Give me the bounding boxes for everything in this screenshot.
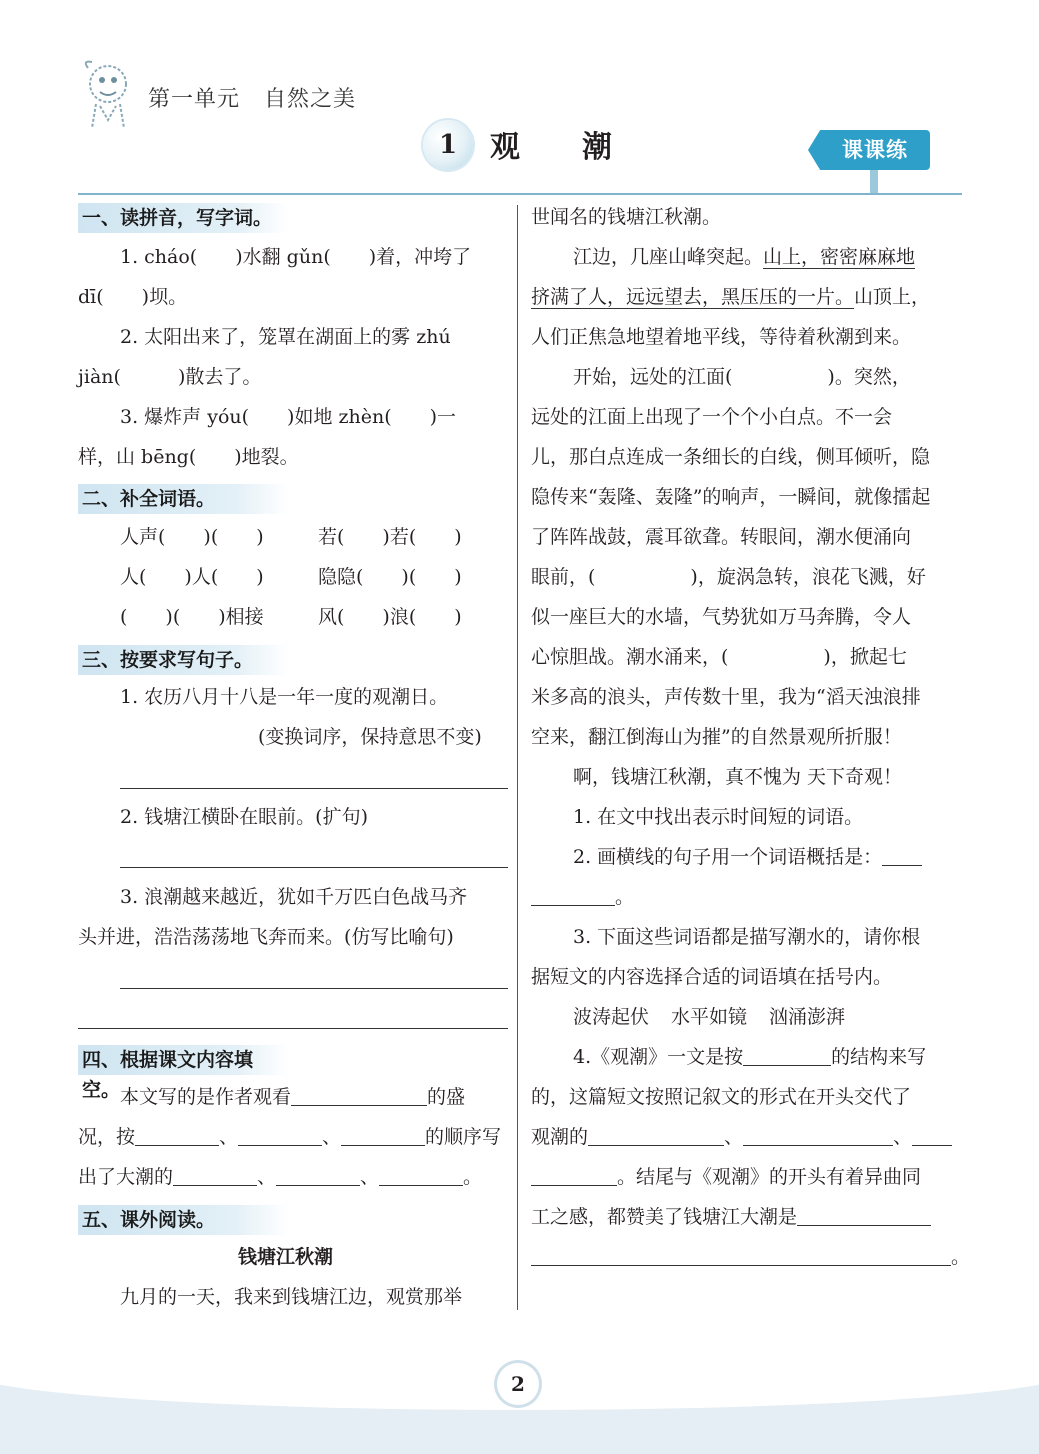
s4-blank-order-2[interactable] (238, 1123, 322, 1146)
s2-row2-a[interactable]: 人( )人( ) (120, 566, 264, 588)
s5-q2-text: 2. 画横线的句子用一个词语概括是： (573, 846, 883, 868)
s4-sep: 、 (257, 1166, 277, 1188)
article-p3-line5: 了阵阵战鼓，震耳欲聋。转眼间，潮水便涌向 (531, 526, 912, 548)
article-p2-text: 江边，几座山峰突起。 (573, 246, 764, 268)
s5-q4-blank-1[interactable] (588, 1123, 724, 1146)
s4-line2 (78, 1117, 501, 1157)
article-p2-line2 (531, 277, 930, 317)
s3-q1-requirement: (变换词序，保持意思不变) (258, 726, 482, 748)
article-title: 钱塘江秋潮 (238, 1246, 334, 1268)
article-p3-line3: 儿，那白点连成一条细长的白线，侧耳倾听，隐 (531, 446, 931, 468)
s5-q1: 1. 在文中找出表示时间短的词语。 (573, 806, 864, 828)
s5-q4-blank-2[interactable] (743, 1123, 893, 1146)
s3-q1: 1. 农历八月十八是一年一度的观潮日。 (120, 686, 449, 708)
unit-illustration-icon (78, 58, 138, 132)
s5-q4-line3 (531, 1117, 952, 1157)
unit-heading (148, 82, 380, 113)
article-p2-line1 (573, 237, 915, 277)
s4-blank-order-3[interactable] (341, 1123, 425, 1146)
s4-sep: 、 (322, 1126, 342, 1148)
s5-q4-blank-structure[interactable] (743, 1043, 831, 1066)
article-p3-line8[interactable]: 心惊胆战。潮水涌来，( )，掀起七 (531, 646, 907, 668)
s5-q4-sep: 、 (893, 1126, 913, 1148)
s3-q2-answer-line[interactable] (120, 867, 508, 868)
s5-q2-line2 (531, 877, 634, 917)
section-5-title: 五、课外阅读。 (78, 1205, 288, 1235)
s5-q4-text3: 观潮的 (531, 1126, 589, 1148)
s5-q4-line4 (531, 1157, 921, 1197)
word-option[interactable]: 波涛起伏 (573, 1006, 650, 1028)
s5-q4-text2: 的结构来写 (831, 1046, 927, 1068)
s4-line1-text: 本文写的是作者观看 (120, 1086, 292, 1108)
article-p3-line4: 隐传来“轰隆、轰隆”的响声，一瞬间，就像擂起 (531, 486, 931, 508)
unit-theme: 自然之美 (264, 87, 357, 112)
section-2-title: 二、补全词语。 (78, 484, 288, 514)
header-divider (78, 193, 962, 195)
word-option[interactable]: 汹涌澎湃 (769, 1006, 846, 1028)
s2-row1-b[interactable]: 若( )若( ) (318, 526, 462, 548)
s5-q4-blank-4a[interactable] (797, 1203, 931, 1226)
s5-q2-blank-b[interactable] (531, 883, 615, 906)
underlined-sentence-part2: 挤满了人，远远望去，黑压压的一片。 (531, 286, 855, 308)
article-p3-line1[interactable]: 开始，远处的江面( )。突然， (573, 366, 911, 388)
s1-q3-line2[interactable]: 样，山 bēng( )地裂。 (78, 446, 299, 468)
s3-q3-answer-line2[interactable] (78, 1028, 508, 1029)
s3-q2: 2. 钱塘江横卧在眼前。(扩句) (120, 806, 368, 828)
word-option[interactable]: 水平如镜 (671, 1006, 748, 1028)
lesson-number: 1 (438, 130, 458, 160)
s5-q4-line6 (531, 1237, 970, 1277)
badge-label: 课课练 (842, 138, 908, 162)
section-1-title: 一、读拼音，写字词。 (78, 203, 288, 233)
article-p3-line10: 空来，翻江倒海山为摧”的自然景观所折服！ (531, 726, 902, 748)
s1-q2-line1[interactable]: 2. 太阳出来了，笼罩在湖面上的雾 zhú (120, 326, 451, 348)
article-p3-line6[interactable]: 眼前，( )，旋涡急转，浪花飞溅，好 (531, 566, 926, 588)
s4-blank-tide-2[interactable] (276, 1163, 360, 1186)
s4-line1 (120, 1077, 465, 1117)
lesson-title: 观潮 (490, 130, 674, 165)
article-p3-line9: 米多高的浪头，声传数十里，我为“滔天浊浪排 (531, 686, 921, 708)
section-4-title: 四、根据课文内容填空。 (78, 1045, 288, 1075)
s1-q2-line2[interactable]: jiàn( )散去了。 (78, 366, 262, 388)
s4-line2-end: 的顺序写 (425, 1126, 502, 1148)
s5-q2 (573, 837, 922, 877)
s2-row3-a[interactable]: ( )( )相接 (120, 606, 264, 628)
s5-q4-text: 4.《观潮》一文是按 (573, 1046, 744, 1068)
article-p1-line2: 世闻名的钱塘江秋潮。 (531, 206, 722, 228)
s5-q4-text5: 工之感，都赞美了钱塘江大潮是 (531, 1206, 798, 1228)
s2-row2-b[interactable]: 隐隐( )( ) (318, 566, 462, 588)
column-divider (517, 205, 518, 1310)
page-number: 2 (497, 1363, 539, 1405)
article-p3-line7: 似一座巨大的水墙，气势犹如万马奔腾，令人 (531, 606, 912, 628)
s4-line3-end: 。 (463, 1166, 483, 1188)
article-p1-line1: 九月的一天，我来到钱塘江边，观赏那举 (120, 1286, 463, 1308)
s5-q3-line1: 3. 下面这些词语都是描写潮水的，请你根 (573, 926, 921, 948)
s5-q4-line2: 的，这篇短文按照记叙文的形式在开头交代了 (531, 1086, 912, 1108)
s5-q4-blank-4b[interactable] (531, 1243, 951, 1266)
s1-q1-line2[interactable]: dī( )坝。 (78, 286, 188, 308)
s5-q2-end: 。 (615, 886, 635, 908)
s3-q3-line1: 3. 浪潮越来越近，犹如千万匹白色战马齐 (120, 886, 468, 908)
underlined-sentence-part1: 山上，密密麻麻地 (763, 246, 916, 268)
s5-q4-blank-3b[interactable] (531, 1163, 617, 1186)
s5-q4-line1 (573, 1037, 926, 1077)
s3-q3-answer-line1[interactable] (120, 988, 508, 989)
s4-line2-text: 况，按 (78, 1126, 136, 1148)
s5-q3-line2: 据短文的内容选择合适的词语填在括号内。 (531, 966, 893, 988)
s5-q4-sep: 、 (724, 1126, 744, 1148)
s5-q3-words (573, 997, 845, 1037)
article-p4: 啊，钱塘江秋潮，真不愧为 天下奇观！ (573, 766, 903, 788)
unit-label: 第一单元 (148, 87, 241, 112)
article-p2-line3: 人们正焦急地望着地平线，等待着秋潮到来。 (531, 326, 912, 348)
s4-blank-tide-1[interactable] (173, 1163, 257, 1186)
s4-line3 (78, 1157, 482, 1197)
article-p3-line2: 远处的江面上出现了一个个小白点。不一会 (531, 406, 893, 428)
s2-row1-a[interactable]: 人声( )( ) (120, 526, 264, 548)
s3-q3-line2: 头并进，浩浩荡荡地飞奔而来。(仿写比喻句) (78, 926, 454, 948)
s1-q1-line1[interactable]: 1. cháo( )水翻 gǔn( )着，冲垮了 (120, 246, 472, 268)
s4-blank-tide-3[interactable] (379, 1163, 463, 1186)
s2-row3-b[interactable]: 风( )浪( ) (318, 606, 462, 628)
s4-blank-order-1[interactable] (135, 1123, 219, 1146)
s4-sep: 、 (219, 1126, 239, 1148)
s5-q4-blank-3a[interactable] (912, 1123, 952, 1146)
s5-q2-blank-a[interactable] (882, 843, 922, 866)
s4-line3-text: 出了大潮的 (78, 1166, 174, 1188)
s4-sep: 、 (360, 1166, 380, 1188)
s4-blank-event[interactable] (291, 1083, 427, 1106)
s4-line1-end: 的盛 (427, 1086, 466, 1108)
section-3-title: 三、按要求写句子。 (78, 645, 288, 675)
s3-q1-answer-line[interactable] (120, 788, 508, 789)
s1-q3-line1[interactable]: 3. 爆炸声 yóu( )如地 zhèn( )一 (120, 406, 457, 428)
s5-q4-line5 (531, 1197, 931, 1237)
article-p2-rest: 山顶上， (854, 286, 931, 308)
s5-q4-end: 。 (951, 1246, 971, 1268)
s5-q4-text4: 。结尾与《观潮》的开头有着异曲同 (617, 1166, 922, 1188)
